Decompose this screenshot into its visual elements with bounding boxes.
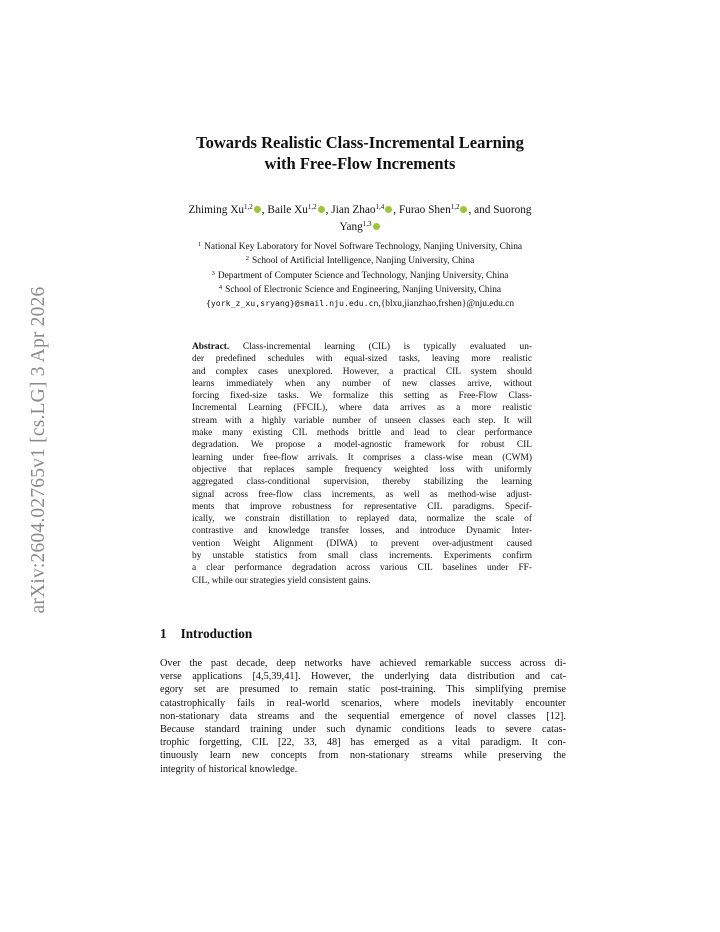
abstract-line: and complex cases unexplored. However, a practical CIL system should — [192, 366, 532, 377]
abstract-line: objective that replaces sample frequency weighted loss with uniformly — [192, 464, 532, 475]
author-affil: 1,4 — [375, 203, 385, 211]
affiliation-list — [100, 239, 620, 310]
abstract-line: learning under free-flow arrivals. It comprises a class-wise mean (CWM) — [192, 452, 532, 463]
abstract-line: signal across free-flow class increments, as well as method-wise adjust- — [192, 489, 532, 500]
section-number: 1 — [160, 626, 167, 641]
affiliation-item: $^1$ National Key Laboratory for Novel Software Technology, Nanjing University, China — [197, 241, 523, 252]
body-line: trophic forgetting, CIL [22, 33, 48] has emerged as a vital paradigm. It con- — [160, 737, 566, 749]
body-line: Because standard training under such dynamic conditions leads to severe catas- — [160, 724, 566, 736]
author-affil: 1,2 — [244, 203, 253, 211]
author-name: Jian Zhao — [331, 204, 376, 216]
body-line: integrity of historical knowledge. — [160, 763, 298, 775]
author-list: Zhiming Xu$^{1,2}$ , Baile Xu$^{1,2}$ , Jian Zhao$^{1,4}$ , Furao Shen$^{1,2}$ , and Suorong Yang$^{1,3}$ — [188, 203, 532, 233]
abstract-line: ically, we constrain distillation to replayed data, normalize the scale of — [192, 514, 532, 525]
abstract-label: Abstract. — [192, 342, 230, 352]
author-name: Yang — [339, 221, 363, 233]
body-line: egory set are presumed to remain static post-training. This simplifying premise — [160, 684, 566, 696]
abstract-line: CIL, while our strategies yield consistent gains. — [192, 575, 371, 586]
section-heading — [160, 626, 252, 642]
orcid-icon[interactable] — [373, 223, 380, 230]
abstract-line: contrastive and knowledge transfer losses, and introduce Dynamic Inter- — [192, 526, 532, 537]
orcid-icon[interactable] — [460, 206, 467, 213]
abstract-line: vention Weight Alignment (DIWA) to prevent over-adjustment caused — [192, 538, 532, 549]
arxiv-identifier-stamp: arXiv:2604.02765v1 [cs.LG] 3 Apr 2026 — [28, 286, 49, 614]
section-title: Introduction — [180, 626, 253, 641]
author-name: Furao Shen — [398, 204, 451, 216]
email-mono[interactable]: {york_z_xu,sryang}@smail.nju.edu.cn — [205, 297, 379, 308]
abstract-line: learns immediately when any number of new classes arrive, without — [192, 378, 532, 389]
abstract-line: by unstable statistics from small class increments. Experiments confirm — [192, 551, 532, 562]
author-affil: 1,3 — [362, 220, 372, 228]
author-name: Baile Xu — [267, 204, 308, 216]
body-line: tinuously learn new concepts from non-stationary streams while preserving the — [160, 750, 566, 762]
abstract-line: stream with a highly variable number of unseen classes each step. It will — [192, 415, 532, 426]
abstract-line: aggregated class-conditional supervision, thereby stabilizing the learning — [192, 477, 532, 488]
body-line: verse applications [4,5,39,41]. However, the underlying data distribution and cat- — [160, 671, 566, 683]
author-affil: 1,2 — [307, 203, 317, 211]
abstract-line: Incremental Learning (FFCIL), where data arrives as a more realistic — [192, 403, 532, 414]
orcid-icon[interactable] — [385, 206, 392, 213]
body-line: Over the past decade, deep networks have achieved remarkable success across di- — [160, 658, 566, 669]
email-rest[interactable]: ,{blxu,jianzhao,frshen}@nju.edu.cn — [378, 298, 515, 309]
author-name: Zhiming Xu — [188, 204, 244, 216]
orcid-icon[interactable] — [254, 206, 261, 213]
abstract-line: make many existing CIL methods brittle and lead to clear performance — [192, 428, 532, 439]
author-and: , and Suorong — [468, 204, 532, 216]
affiliation-item: $^3$ Department of Computer Science and Technology, Nanjing University, China — [211, 269, 509, 281]
abstract-line: ments that improve robustness for representative CIL paradigms. Specif- — [192, 501, 532, 512]
abstract-line: Class-incremental learning (CIL) is typically evaluated un- — [242, 342, 533, 352]
affiliation-item: $^4$ School of Electronic Science and Engineering, Nanjing University, China — [218, 284, 502, 296]
body-line: non-stationary data streams and the sequential emergence of novel classes [12]. — [160, 710, 566, 722]
abstract-line: degradation. We propose a model-agnostic framework for robust CIL — [192, 440, 532, 451]
intro-paragraph — [160, 657, 566, 776]
paper-title — [0, 132, 720, 174]
title-line-1: Towards Realistic Class-Incremental Learning — [196, 133, 524, 152]
affiliation-item: $^2$ School of Artificial Intelligence, Nanjing University, China — [245, 255, 475, 267]
abstract-line: forcing fixed-size tasks. We formalize this setting as Free-Flow Class- — [192, 391, 532, 402]
body-line: catastrophically fails in real-world scenarios, where models inevitably encounter — [160, 697, 566, 709]
abstract-line: a clear performance degradation across various CIL baselines under FF- — [192, 563, 532, 574]
title-line-2: with Free-Flow Increments — [264, 154, 456, 173]
abstract — [192, 341, 532, 587]
email-line — [100, 297, 620, 310]
abstract-line: der predefined schedules with equal-sized tasks, leaving more realistic — [192, 354, 532, 365]
orcid-icon[interactable] — [318, 206, 325, 213]
author-affil: 1,2 — [450, 203, 460, 211]
